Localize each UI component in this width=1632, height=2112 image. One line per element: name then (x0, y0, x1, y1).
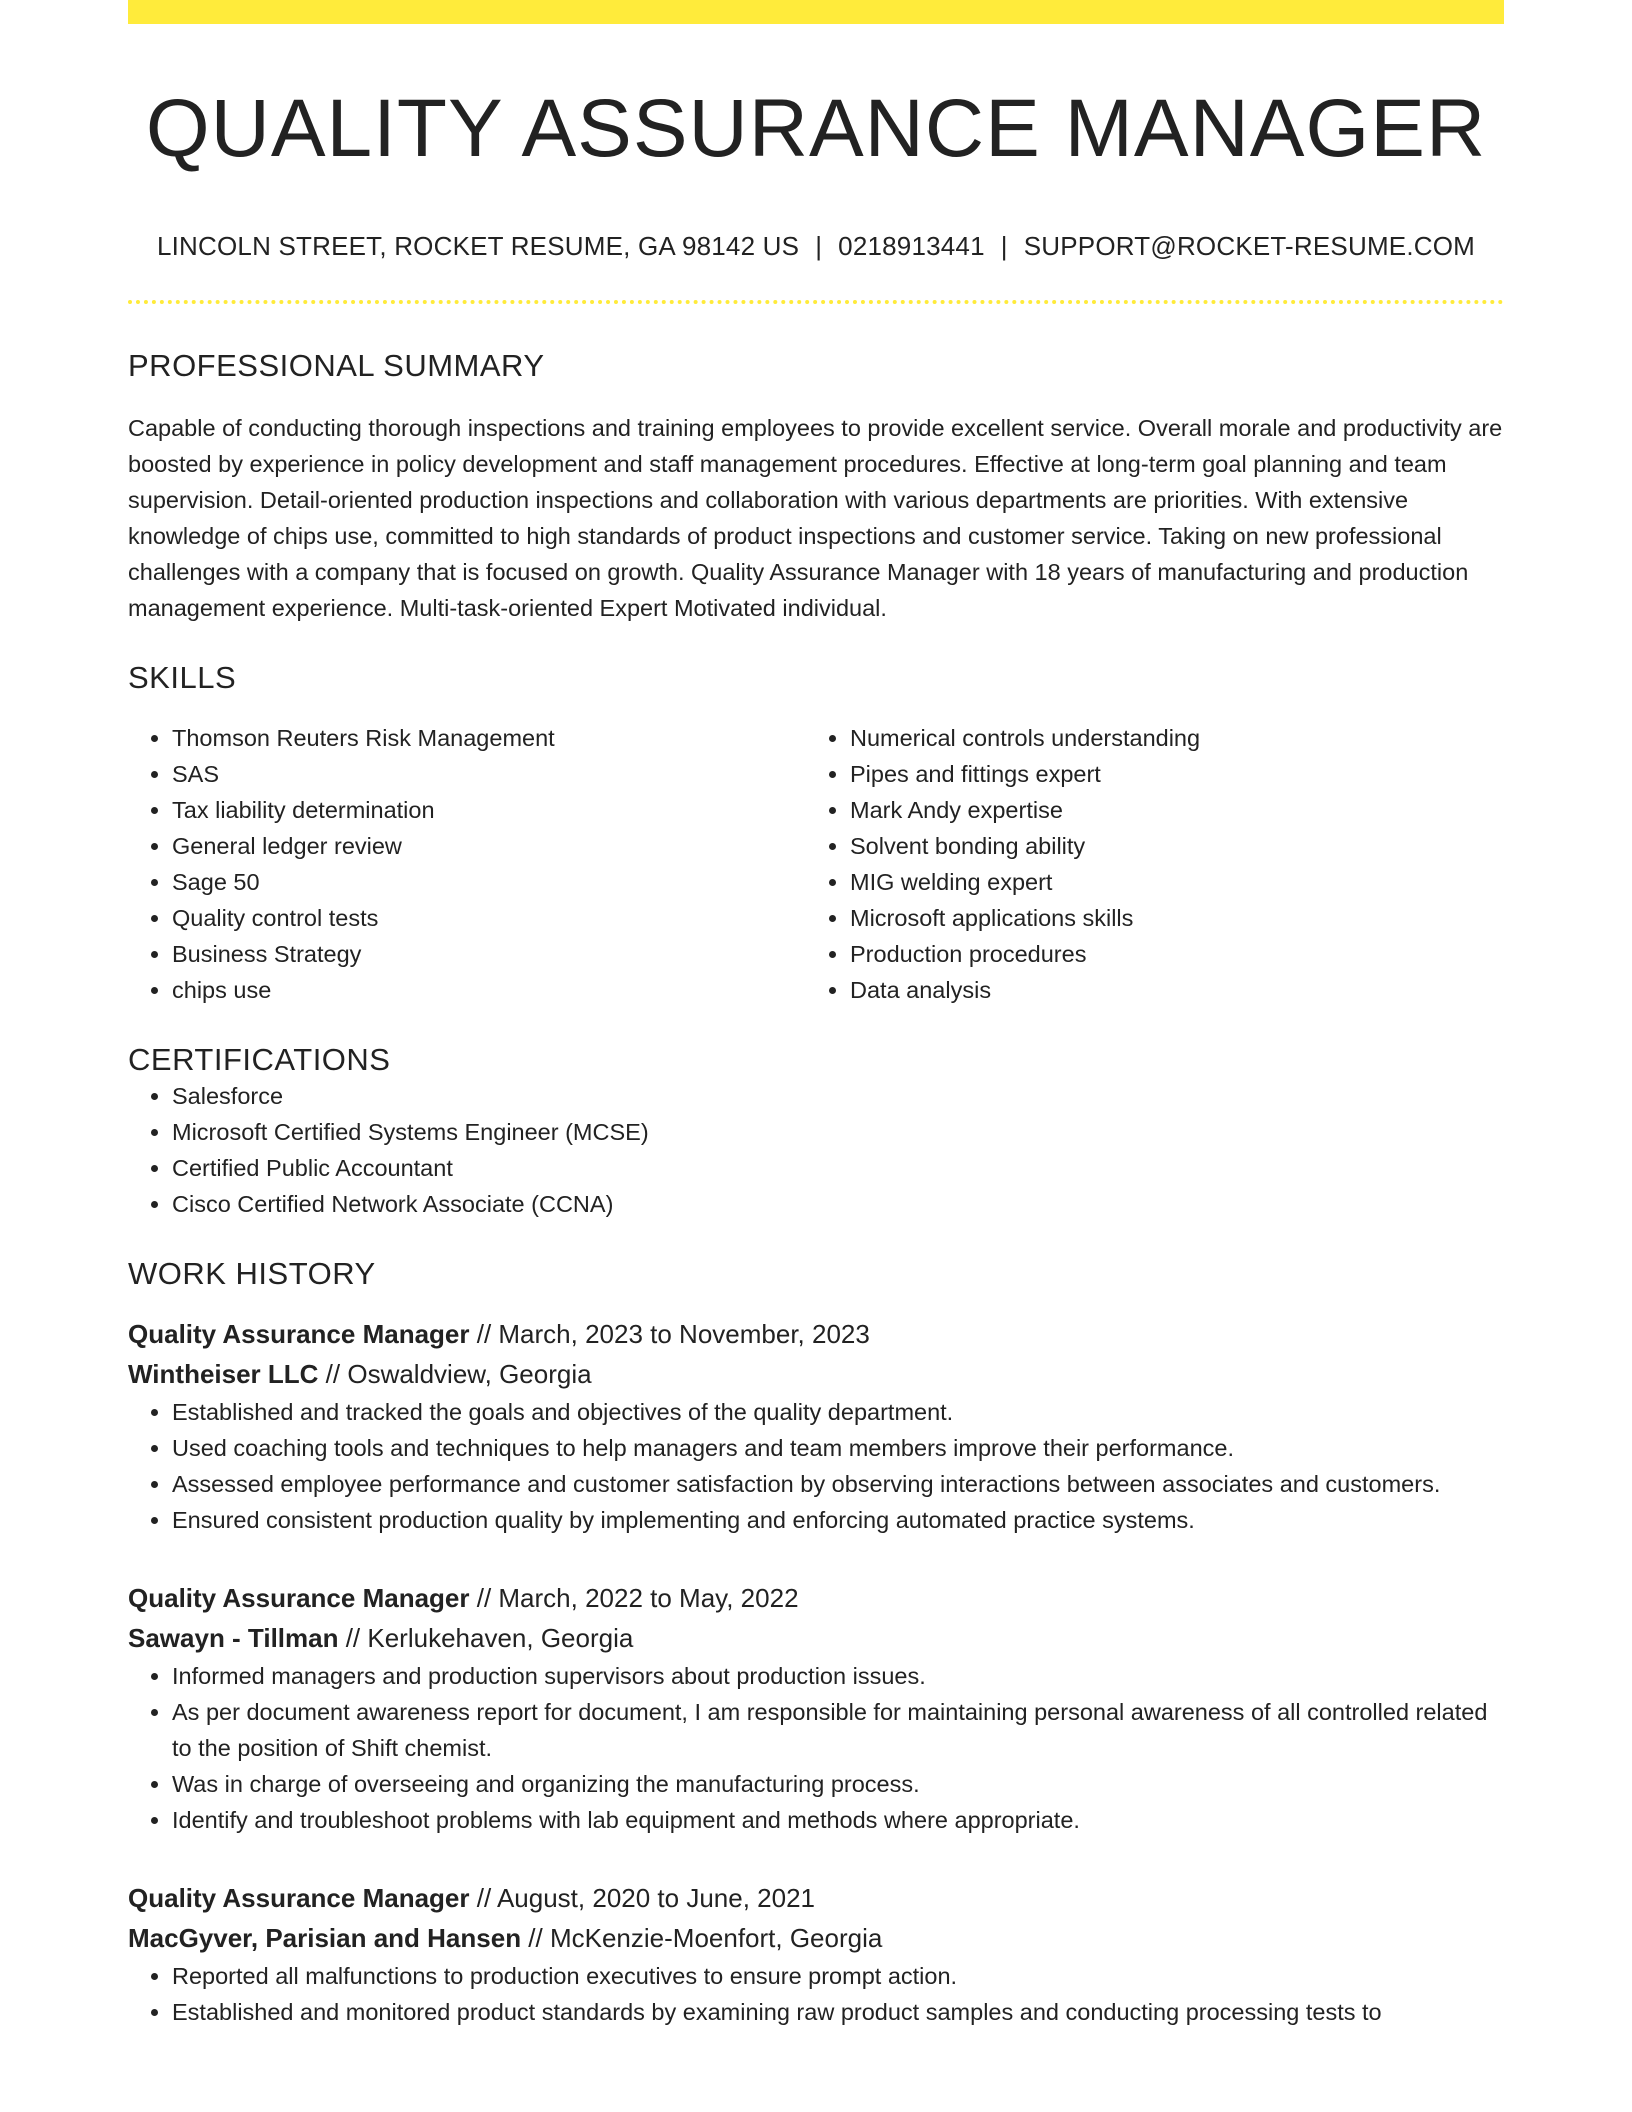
job-company: MacGyver, Parisian and Hansen (128, 1923, 522, 1954)
job-bullet: • Informed managers and production supervisors about production issues. (172, 1658, 1504, 1694)
skills-column-left (128, 720, 806, 1008)
contact-address: LINCOLN STREET, ROCKET RESUME, GA 98142 US (156, 231, 800, 262)
skill-item: • Numerical controls understanding (850, 720, 1484, 756)
summary-text: Capable of conducting thorough inspections and training employees to provide excellent service. Overall morale and productivity are boosted by experience in policy development and staff management procedures. Effective at long-term goal planning and team supervision. Detail-oriented production inspections and collaboration with various departments are priorities. With extensive knowledge of chips use, committed to high standards of product inspections and customer service. Taking on new professional challenges with a company that is focused on growth. Quality Assurance Manager with 18 years of manufacturing and production management experience. Multi-task-oriented Expert Motivated individual. (128, 415, 1503, 622)
skills-list-left (128, 720, 806, 1008)
job-bullet: • Used coaching tools and techniques to help managers and team members improve their performance. (172, 1430, 1504, 1466)
job-location: // Oswaldview, Georgia (318, 1359, 592, 1390)
resume-page (128, 0, 1504, 2030)
certifications-section (128, 1042, 1504, 1222)
job-bullets (128, 1394, 1504, 1538)
dotted-divider (128, 300, 1504, 304)
job-bullet: • Reported all malfunctions to production executives to ensure prompt action. (172, 1958, 1504, 1994)
job-entry (128, 1314, 1504, 1538)
contact-email[interactable]: SUPPORT@ROCKET-RESUME.COM (1023, 231, 1476, 262)
skills-grid (128, 720, 1504, 1008)
certification-item: • Microsoft Certified Systems Engineer (MCSE) (172, 1114, 1504, 1150)
skill-item: • Data analysis (850, 972, 1484, 1008)
job-role: Quality Assurance Manager (128, 1883, 470, 1914)
resume-title: QUALITY ASSURANCE MANAGER (145, 83, 1487, 174)
job-bullet: • As per document awareness report for document, I am responsible for maintaining personal awareness of all controlled related to the position of Shift chemist. (172, 1694, 1504, 1766)
job-role-line (128, 1314, 1504, 1354)
job-company: Wintheiser LLC (128, 1359, 319, 1390)
job-company-line (128, 1618, 1504, 1658)
section-title-summary: PROFESSIONAL SUMMARY (128, 348, 545, 384)
skill-item: • Microsoft applications skills (850, 900, 1484, 936)
job-bullets (128, 1958, 1504, 2030)
job-dates: // August, 2020 to June, 2021 (469, 1883, 815, 1914)
job-bullet: • Assessed employee performance and customer satisfaction by observing interactions between associates and customers. (172, 1466, 1504, 1502)
skill-item: • Pipes and fittings expert (850, 756, 1484, 792)
accent-top-bar (128, 0, 1504, 24)
skill-item: • Quality control tests (172, 900, 806, 936)
section-title-certifications: CERTIFICATIONS (128, 1042, 391, 1078)
skills-section (128, 660, 1504, 1008)
contact-separator: | (815, 231, 823, 262)
skill-item: • chips use (172, 972, 806, 1008)
skill-item: • Mark Andy expertise (850, 792, 1484, 828)
job-role: Quality Assurance Manager (128, 1319, 470, 1350)
job-bullet: • Ensured consistent production quality by implementing and enforcing automated practice systems. (172, 1502, 1504, 1538)
job-company-line (128, 1918, 1504, 1958)
certification-item: • Salesforce (172, 1078, 1504, 1114)
job-bullet: • Identify and troubleshoot problems with lab equipment and methods where appropriate. (172, 1802, 1504, 1838)
skill-item: • General ledger review (172, 828, 806, 864)
skill-item: • Sage 50 (172, 864, 806, 900)
job-bullets (128, 1658, 1504, 1838)
section-title-work-history: WORK HISTORY (128, 1256, 376, 1292)
skill-item: • Production procedures (850, 936, 1484, 972)
skills-list-right (806, 720, 1484, 1008)
professional-summary-section (128, 348, 1504, 626)
job-dates: // March, 2022 to May, 2022 (469, 1583, 799, 1614)
job-role: Quality Assurance Manager (128, 1583, 470, 1614)
job-bullet: • Established and monitored product standards by examining raw product samples and conducting processing tests to (172, 1994, 1504, 2030)
work-history-section (128, 1256, 1504, 2030)
certification-item: • Certified Public Accountant (172, 1150, 1504, 1186)
job-company: Sawayn - Tillman (128, 1623, 339, 1654)
job-dates: // March, 2023 to November, 2023 (469, 1319, 870, 1350)
contact-phone[interactable]: 0218913441 (838, 231, 985, 262)
contact-separator: | (1000, 231, 1008, 262)
job-bullet: • Established and tracked the goals and objectives of the quality department. (172, 1394, 1504, 1430)
skills-column-right (806, 720, 1484, 1008)
skill-item: • Thomson Reuters Risk Management (172, 720, 806, 756)
job-role-line (128, 1878, 1504, 1918)
skill-item: • SAS (172, 756, 806, 792)
job-location: // Kerlukehaven, Georgia (338, 1623, 634, 1654)
job-entry (128, 1578, 1504, 1838)
certification-item: • Cisco Certified Network Associate (CCNA) (172, 1186, 1504, 1222)
job-location: // McKenzie-Moenfort, Georgia (521, 1923, 883, 1954)
job-bullet: • Was in charge of overseeing and organizing the manufacturing process. (172, 1766, 1504, 1802)
job-role-line (128, 1578, 1504, 1618)
skill-item: • MIG welding expert (850, 864, 1484, 900)
skill-item: • Business Strategy (172, 936, 806, 972)
skill-item: • Tax liability determination (172, 792, 806, 828)
certifications-list (128, 1078, 1504, 1222)
contact-line (128, 231, 1504, 262)
job-entry (128, 1878, 1504, 2030)
skill-item: • Solvent bonding ability (850, 828, 1484, 864)
job-company-line (128, 1354, 1504, 1394)
section-title-skills: SKILLS (128, 660, 237, 696)
